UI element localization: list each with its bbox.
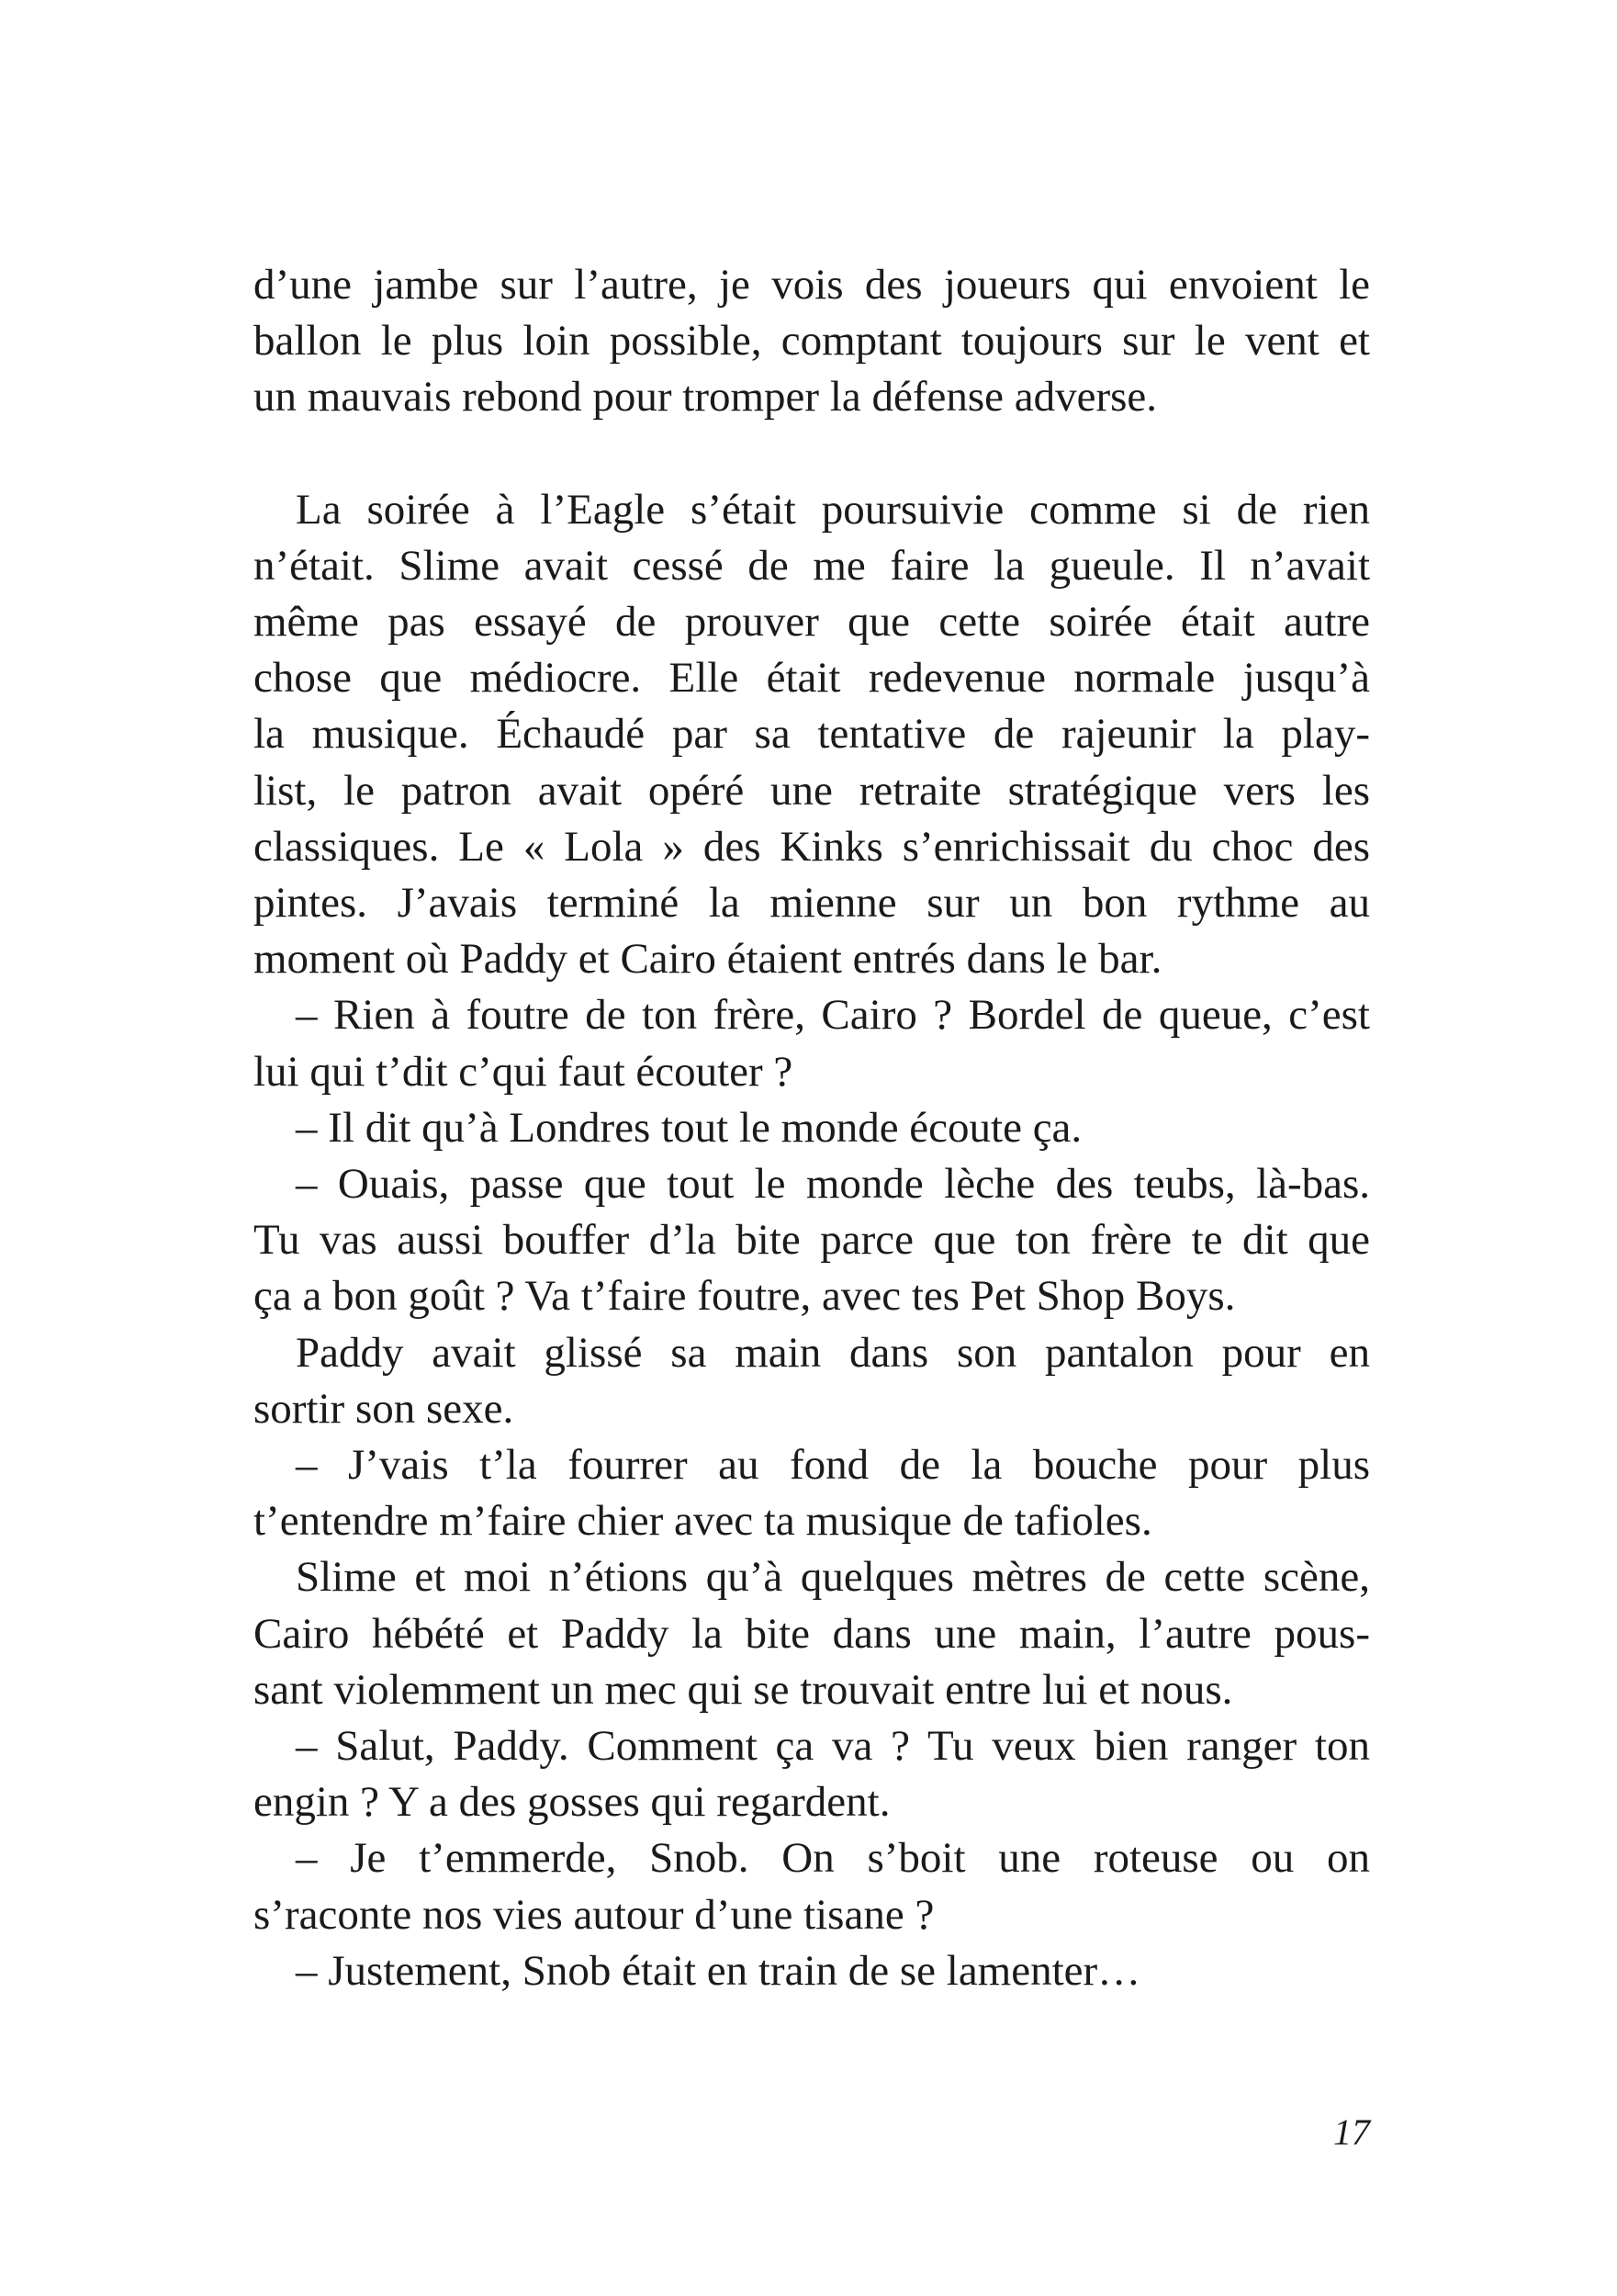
dialogue-paragraph <box>253 1943 1370 1999</box>
text-line: n’était. Slime avait cessé de me faire la gueule. Il n’avait <box>253 541 1370 590</box>
dialogue-paragraph <box>253 1100 1370 1156</box>
text-line: – J’vais t’la fourrer au fond de la bouche pour plus <box>296 1441 1370 1490</box>
text-line: engin ? Y a des gosses qui regardent. <box>253 1778 891 1827</box>
text-line: – Ouais, passe que tout le monde lèche des teubs, là-bas. <box>296 1160 1370 1209</box>
text-line: même pas essayé de prouver que cette soirée était autre <box>253 598 1370 647</box>
text-line: moment où Paddy et Cairo étaient entrés dans le bar. <box>253 935 1162 984</box>
text-line: – Rien à foutre de ton frère, Cairo ? Bordel de queue, c’est <box>296 991 1370 1040</box>
text-line: – Salut, Paddy. Comment ça va ? Tu veux bien ranger ton <box>296 1722 1370 1771</box>
text-line: Slime et moi n’étions qu’à quelques mètres de cette scène, <box>296 1553 1370 1602</box>
text-line: – Je t’emmerde, Snob. On s’boit une roteuse ou on <box>296 1834 1370 1883</box>
dialogue-paragraph <box>253 1718 1370 1830</box>
text-line: La soirée à l’Eagle s’était poursuivie comme si de rien <box>296 485 1370 534</box>
text-line: Paddy avait glissé sa main dans son pantalon pour en <box>296 1328 1370 1377</box>
text-line: – Il dit qu’à Londres tout le monde écoute ça. <box>296 1103 1083 1152</box>
text-line: classiques. Le « Lola » des Kinks s’enrichissait du choc des <box>253 822 1370 871</box>
text-line: ça a bon goût ? Va t’faire foutre, avec tes Pet Shop Boys. <box>253 1272 1236 1321</box>
text-line: d’une jambe sur l’autre, je vois des joueurs qui envoient le <box>253 261 1370 309</box>
text-line: s’raconte nos vies autour d’une tisane ? <box>253 1890 935 1939</box>
text-line: – Justement, Snob était en train de se lamenter… <box>296 1946 1141 1995</box>
text-line: sortir son sexe. <box>253 1384 514 1433</box>
paragraph <box>253 1325 1370 1437</box>
dialogue-paragraph <box>253 1830 1370 1942</box>
text-line: la musique. Échaudé par sa tentative de rajeunir la play- <box>253 710 1370 759</box>
paragraph <box>253 257 1370 426</box>
page-number: 17 <box>1333 2111 1370 2153</box>
paragraph <box>253 482 1370 988</box>
text-line: sant violemment un mec qui se trouvait entre lui et nous. <box>253 1665 1233 1714</box>
dialogue-paragraph <box>253 987 1370 1099</box>
section-break <box>253 426 1370 482</box>
text-line: un mauvais rebond pour tromper la défense adverse. <box>253 373 1158 422</box>
text-line: Tu vas aussi bouffer d’la bite parce que ton frère te dit que <box>253 1216 1370 1265</box>
text-line: pintes. J’avais terminé la mienne sur un bon rythme au <box>253 879 1370 928</box>
text-line: Cairo hébété et Paddy la bite dans une main, l’autre pous- <box>253 1609 1370 1658</box>
text-line: list, le patron avait opéré une retraite stratégique vers les <box>253 766 1370 815</box>
text-line: chose que médiocre. Elle était redevenue normale jusqu’à <box>253 654 1370 703</box>
dialogue-paragraph <box>253 1437 1370 1549</box>
text-line: ballon le plus loin possible, comptant toujours sur le vent et <box>253 317 1370 366</box>
text-line: lui qui t’dit c’qui faut écouter ? <box>253 1047 793 1096</box>
page-body <box>253 257 1370 1999</box>
dialogue-paragraph <box>253 1156 1370 1325</box>
paragraph <box>253 1549 1370 1718</box>
text-line: t’entendre m’faire chier avec ta musique de tafioles. <box>253 1497 1152 1546</box>
